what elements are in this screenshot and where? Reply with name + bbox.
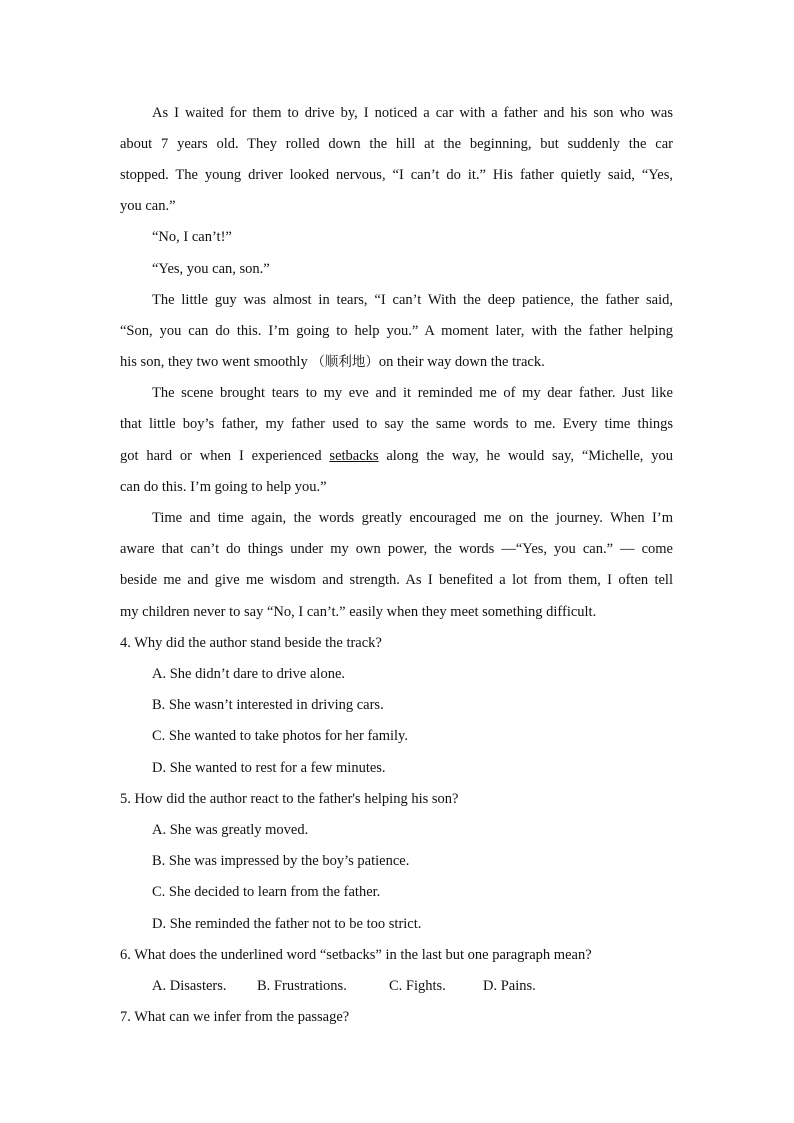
paragraph-4-line-3-end: on their way down the track. — [378, 354, 545, 370]
question-4-option-b: B. She wasn’t interested in driving cars. — [152, 697, 384, 713]
paragraph-5-line-1: The scene brought tears to my eve and it reminded me of my dear father. Just like — [152, 385, 673, 401]
paragraph-2: “No, I can’t!” — [152, 229, 232, 245]
paragraph-4-line-3-text: his son, they two went smoothly — [120, 354, 312, 370]
paragraph-3: “Yes, you can, son.” — [152, 261, 270, 277]
paragraph-1-line-3: stopped. The young driver looked nervous, “I can’t do it.” His father quietly said, “Yes, — [120, 167, 673, 183]
question-4-option-a: A. She didn’t dare to drive alone. — [152, 666, 346, 682]
paragraph-5-line-3-end: along the way, he would say, “Michelle, you — [378, 448, 673, 464]
underlined-word-setbacks: setbacks — [329, 448, 379, 464]
question-4-stem: 4. Why did the author stand beside the track? — [120, 635, 382, 651]
question-5-option-b: B. She was impressed by the boy’s patience. — [152, 853, 410, 869]
paragraph-1-line-4: you can.” — [120, 198, 176, 214]
question-6-option-c: C. Fights. — [389, 978, 446, 994]
paragraph-6-line-1: Time and time again, the words greatly encouraged me on the journey. When I’m — [152, 510, 673, 526]
paragraph-4-line-3 — [120, 353, 673, 371]
paragraph-5-line-2: that little boy’s father, my father used to say the same words to me. Every time things — [120, 416, 673, 432]
question-6-option-b: B. Frustrations. — [257, 978, 347, 994]
question-4-option-c: C. She wanted to take photos for her family. — [152, 728, 408, 744]
paragraph-4-line-1: The little guy was almost in tears, “I can’t With the deep patience, the father said, — [152, 292, 673, 308]
paragraph-1-line-1: As I waited for them to drive by, I noticed a car with a father and his son who was — [152, 105, 673, 121]
paragraph-6-line-2: aware that can’t do things under my own power, the words —“Yes, you can.” — come — [120, 541, 673, 557]
paragraph-5-line-4: can do this. I’m going to help you.” — [120, 479, 327, 495]
question-7-stem: 7. What can we infer from the passage? — [120, 1009, 350, 1025]
question-5-option-c: C. She decided to learn from the father. — [152, 884, 381, 900]
question-6-option-d: D. Pains. — [483, 978, 536, 994]
paragraph-6-line-4: my children never to say “No, I can’t.” easily when they meet something difficult. — [120, 604, 597, 620]
paragraph-5-line-3-text: got hard or when I experienced — [120, 448, 330, 464]
paragraph-4-line-2: “Son, you can do this. I’m going to help you.” A moment later, with the father helping — [120, 323, 673, 339]
question-6-stem: 6. What does the underlined word “setbacks” in the last but one paragraph mean? — [120, 947, 592, 963]
paragraph-1-line-2: about 7 years old. They rolled down the hill at the beginning, but suddenly the car — [120, 136, 673, 152]
question-4-option-d: D. She wanted to rest for a few minutes. — [152, 760, 386, 776]
paragraph-5-line-3 — [120, 447, 673, 465]
question-5-stem: 5. How did the author react to the father's helping his son? — [120, 791, 459, 807]
question-6-option-a: A. Disasters. — [152, 978, 227, 994]
question-5-option-a: A. She was greatly moved. — [152, 822, 309, 838]
paragraph-6-line-3: beside me and give me wisdom and strength. As I benefited a lot from them, I often tell — [120, 572, 673, 588]
chinese-gloss: （顺利地） — [311, 354, 379, 370]
question-5-option-d: D. She reminded the father not to be too strict. — [152, 916, 422, 932]
